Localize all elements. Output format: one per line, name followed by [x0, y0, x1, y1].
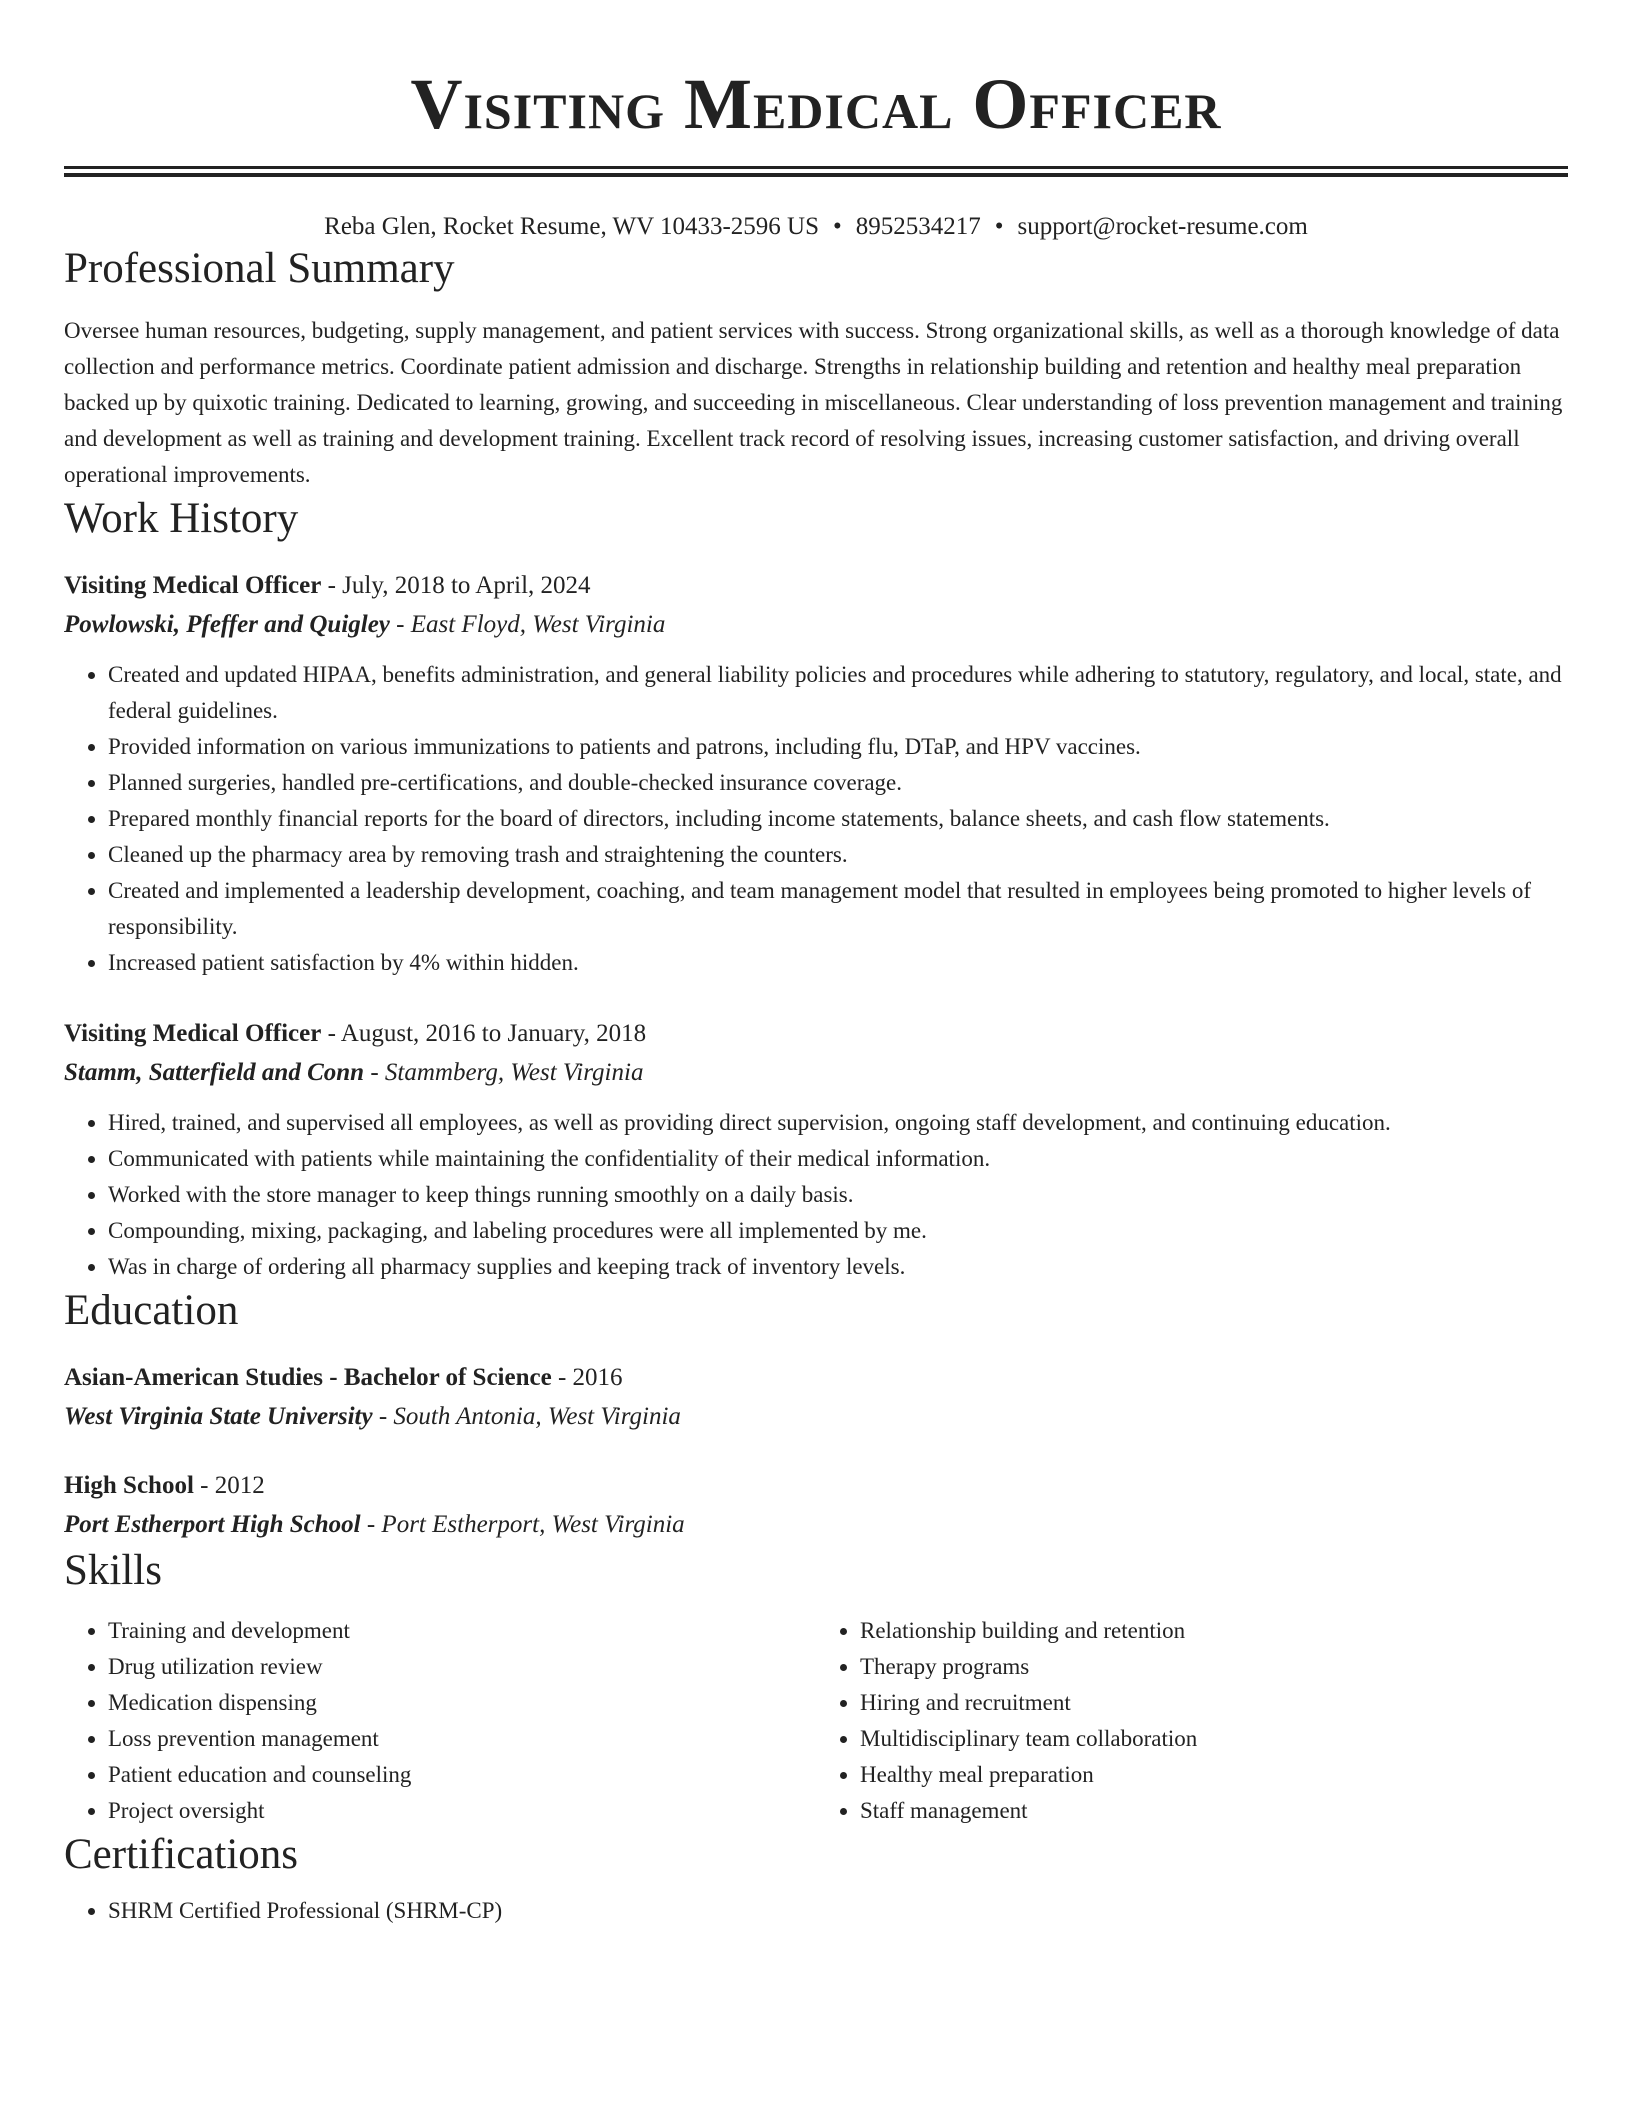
- job-bullet: • Was in charge of ordering all pharmacy supplies and keeping track of inventory levels.: [108, 1249, 1568, 1285]
- job-dates: - August, 2016 to January, 2018: [321, 1020, 647, 1047]
- education-degree: Asian-American Studies - Bachelor of Science: [64, 1364, 552, 1391]
- summary-text: Oversee human resources, budgeting, supply management, and patient services with success. Strong organizational skills, as well as a thorough knowledge of data collection and performance metrics. Coordinate patient admission and discharge. Strengths in relationship building and retention and healthy meal preparation backed up by quixotic training. Dedicated to learning, growing, and succeeding in miscellaneous. Clear understanding of loss prevention management and training and development as well as training and development training. Excellent track record of resolving issues, increasing customer satisfaction, and driving overall operational improvements.: [64, 318, 1563, 487]
- job-bullet: • Increased patient satisfaction by 4% within hidden.: [108, 945, 1568, 981]
- job-bullet: • Created and updated HIPAA, benefits administration, and general liability policies and procedures while adhering to statutory, regulatory, and local, state, and federal guidelines.: [108, 657, 1568, 729]
- skill-item: • Training and development: [108, 1613, 816, 1649]
- skill-item: • Patient education and counseling: [108, 1757, 816, 1793]
- job-location: - East Floyd, West Virginia: [389, 611, 666, 638]
- title-divider: [64, 166, 1568, 177]
- job-company: Stamm, Satterfield and Conn: [64, 1059, 365, 1086]
- education-school: Port Estherport High School: [64, 1511, 361, 1538]
- contact-phone: 8952534217: [855, 213, 981, 240]
- education-degree: High School: [64, 1472, 194, 1499]
- contact-address: Reba Glen, Rocket Resume, WV 10433-2596 US: [324, 213, 820, 240]
- certifications-list: [64, 1893, 1568, 1929]
- skills-column-right: [816, 1613, 1568, 1829]
- education-heading: Education: [64, 1287, 239, 1334]
- job-bullets: [64, 1105, 1568, 1285]
- job-bullet: • Communicated with patients while maintaining the confidentiality of their medical information.: [108, 1141, 1568, 1177]
- skill-item: • Loss prevention management: [108, 1721, 816, 1757]
- job-bullets: [64, 657, 1568, 981]
- education-location: - South Antonia, West Virginia: [372, 1403, 681, 1430]
- job-bullet: • Compounding, mixing, packaging, and labeling procedures were all implemented by me.: [108, 1213, 1568, 1249]
- job-bullet: • Cleaned up the pharmacy area by removing trash and straightening the counters.: [108, 837, 1568, 873]
- education-entry: [64, 1467, 1568, 1545]
- certifications-heading: Certifications: [64, 1831, 299, 1878]
- skill-item: • Project oversight: [108, 1793, 816, 1829]
- education-institution: [64, 1505, 1568, 1545]
- job-location: - Stammberg, West Virginia: [364, 1059, 644, 1086]
- job-bullet: • Provided information on various immunizations to patients and patrons, including flu, DTaP, and HPV vaccines.: [108, 729, 1568, 765]
- job-header: [64, 1015, 1568, 1053]
- education-school: West Virginia State University: [64, 1403, 373, 1430]
- work-history-heading: Work History: [64, 495, 299, 542]
- education-entry: [64, 1359, 1568, 1437]
- skill-item: • Hiring and recruitment: [860, 1685, 1568, 1721]
- job-bullet: • Hired, trained, and supervised all employees, as well as providing direct supervision, ongoing staff development, and continuing education.: [108, 1105, 1568, 1141]
- education-header: [64, 1467, 1568, 1505]
- education-year: - 2016: [551, 1364, 623, 1391]
- skill-item: • Relationship building and retention: [860, 1613, 1568, 1649]
- education-header: [64, 1359, 1568, 1397]
- job-role: Visiting Medical Officer: [64, 1020, 322, 1047]
- contact-separator: •: [994, 213, 1004, 240]
- summary-heading: Professional Summary: [64, 245, 455, 292]
- job-dates: - July, 2018 to April, 2024: [321, 572, 591, 599]
- skill-item: • Drug utilization review: [108, 1649, 816, 1685]
- document-title: Visiting Medical Officer: [410, 64, 1222, 144]
- job-company: Powlowski, Pfeffer and Quigley: [64, 611, 390, 638]
- job-entry: [64, 1015, 1568, 1285]
- job-bullet: • Planned surgeries, handled pre-certifications, and double-checked insurance coverage.: [108, 765, 1568, 801]
- job-employer: [64, 605, 1568, 645]
- education-year: - 2012: [193, 1472, 265, 1499]
- skills-grid: [64, 1613, 1568, 1829]
- skills-heading: Skills: [64, 1547, 162, 1594]
- education-institution: [64, 1397, 1568, 1437]
- job-entry: [64, 567, 1568, 981]
- job-bullet: • Created and implemented a leadership development, coaching, and team management model that resulted in employees being promoted to higher levels of responsibility.: [108, 873, 1568, 945]
- skill-item: • Medication dispensing: [108, 1685, 816, 1721]
- skill-item: • Multidisciplinary team collaboration: [860, 1721, 1568, 1757]
- contact-line: [64, 211, 1568, 243]
- job-employer: [64, 1053, 1568, 1093]
- skills-column-left: [64, 1613, 816, 1829]
- education-location: - Port Estherport, West Virginia: [360, 1511, 685, 1538]
- job-role: Visiting Medical Officer: [64, 572, 322, 599]
- certification-item: • SHRM Certified Professional (SHRM-CP): [108, 1893, 1568, 1929]
- job-bullet: • Worked with the store manager to keep things running smoothly on a daily basis.: [108, 1177, 1568, 1213]
- job-bullet: • Prepared monthly financial reports for the board of directors, including income statements, balance sheets, and cash flow statements.: [108, 801, 1568, 837]
- contact-separator: •: [833, 213, 842, 240]
- skill-item: • Staff management: [860, 1793, 1568, 1829]
- contact-email: support@rocket-resume.com: [1017, 213, 1308, 240]
- job-header: [64, 567, 1568, 605]
- skill-item: • Healthy meal preparation: [860, 1757, 1568, 1793]
- skill-item: • Therapy programs: [860, 1649, 1568, 1685]
